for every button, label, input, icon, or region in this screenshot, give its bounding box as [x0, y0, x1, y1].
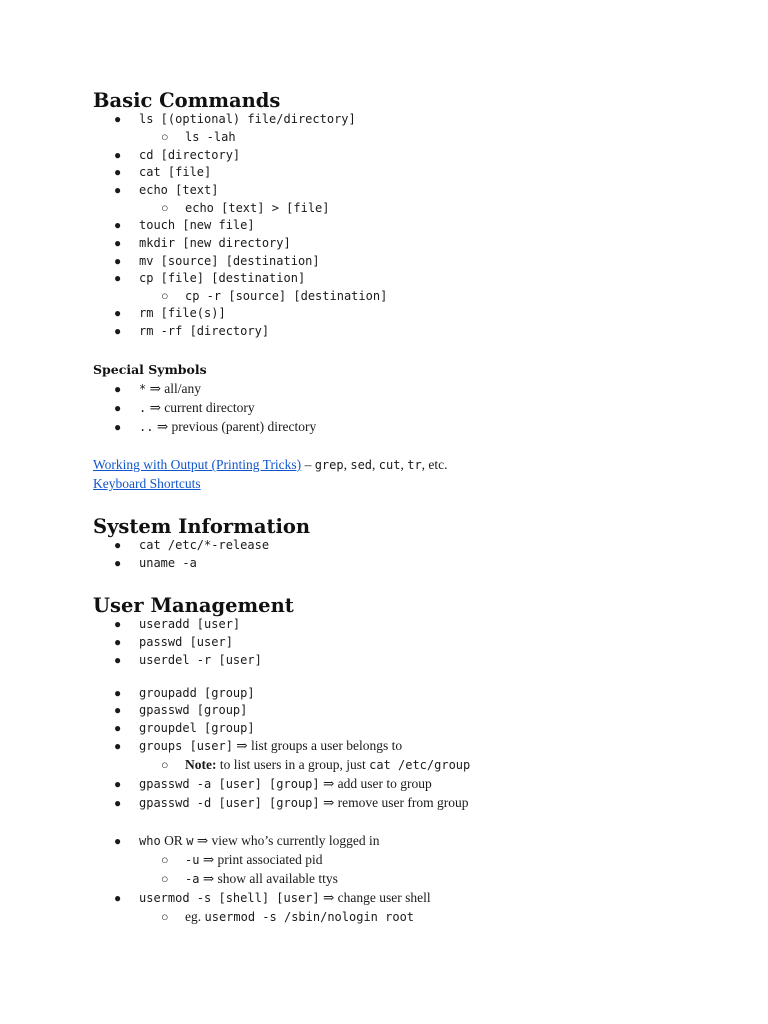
command-text: groupadd [group] [139, 686, 255, 700]
output-link-line [93, 456, 448, 474]
bullet-icon: ● [114, 382, 122, 396]
basic-commands-heading: Basic Commands [93, 89, 281, 112]
command-description: ⇒ view who’s currently logged in [193, 833, 380, 848]
bullet-icon: ● [114, 148, 122, 162]
command-text: echo [text] [139, 183, 219, 197]
hollow-bullet-icon: ○ [161, 872, 169, 886]
command-text: cd [directory] [139, 148, 241, 162]
bullet-icon: ● [114, 635, 122, 649]
bullet-icon: ● [114, 721, 122, 735]
hollow-bullet-icon: ○ [161, 910, 169, 924]
shortcuts-link-line [93, 475, 201, 493]
command-text: mv [source] [destination] [139, 254, 320, 268]
command-text: usermod -s [shell] [user] [139, 891, 320, 905]
bullet-icon: ● [114, 538, 122, 552]
command-text: cp [file] [destination] [139, 271, 306, 285]
bullet-icon: ● [114, 306, 122, 320]
working-with-output-link[interactable]: Working with Output (Printing Tricks) [93, 457, 302, 472]
hollow-bullet-icon: ○ [161, 853, 169, 867]
command-text: ls [(optional) file/directory] [139, 112, 356, 126]
bullet-icon: ● [114, 271, 122, 285]
command-text: gpasswd -d [user] [group] [139, 796, 320, 810]
note-code: cat /etc/group [369, 758, 471, 772]
command-text: who [139, 834, 161, 848]
hollow-bullet-icon: ○ [161, 201, 169, 215]
command-description: ⇒ list groups a user belongs to [232, 738, 403, 753]
command-text: cat [file] [139, 165, 212, 179]
option-description: ⇒ print associated pid [199, 852, 323, 867]
etc-text: , etc. [421, 457, 448, 472]
command-text: gpasswd [group] [139, 703, 248, 717]
separator-text: , [400, 457, 408, 472]
bullet-icon: ● [114, 739, 122, 753]
symbol-description: ⇒ previous (parent) directory [153, 419, 317, 434]
command-text: w [186, 834, 194, 848]
user-management-heading: User Management [93, 594, 294, 617]
symbol-description: ⇒ current directory [146, 400, 255, 415]
bullet-icon: ● [114, 236, 122, 250]
bullet-icon: ● [114, 324, 122, 338]
symbol-description: ⇒ all/any [146, 381, 202, 396]
or-text: OR [160, 833, 187, 848]
system-information-heading: System Information [93, 515, 311, 538]
bullet-icon: ● [114, 891, 122, 905]
command-text: mkdir [new directory] [139, 236, 291, 250]
command-description: ⇒ remove user from group [319, 795, 469, 810]
bullet-icon: ● [114, 165, 122, 179]
bullet-icon: ● [114, 254, 122, 268]
separator-text: , [372, 457, 379, 472]
command-text: ls -lah [185, 130, 236, 144]
option-description: ⇒ show all available ttys [199, 871, 338, 886]
bullet-icon: ● [114, 420, 122, 434]
option-code: -a [185, 872, 200, 886]
command-text: passwd [user] [139, 635, 233, 649]
option-code: -u [185, 853, 200, 867]
bullet-icon: ● [114, 653, 122, 667]
bullet-icon: ● [114, 686, 122, 700]
example-prefix: eg. [185, 909, 205, 924]
bullet-icon: ● [114, 703, 122, 717]
bullet-icon: ● [114, 218, 122, 232]
tool-cut: cut [378, 458, 401, 472]
tool-sed: sed [350, 458, 373, 472]
symbol-code: .. [139, 420, 154, 434]
bullet-icon: ● [114, 777, 122, 791]
hollow-bullet-icon: ○ [161, 758, 169, 772]
command-description: ⇒ add user to group [319, 776, 432, 791]
bullet-icon: ● [114, 556, 122, 570]
dash-text: – [301, 457, 315, 472]
hollow-bullet-icon: ○ [161, 289, 169, 303]
bullet-icon: ● [114, 401, 122, 415]
command-text: groupdel [group] [139, 721, 255, 735]
command-text: rm -rf [directory] [139, 324, 270, 338]
bullet-icon: ● [114, 112, 122, 126]
tool-grep: grep [314, 458, 344, 472]
hollow-bullet-icon: ○ [161, 130, 169, 144]
special-symbols-heading: Special Symbols [93, 362, 207, 377]
command-text: touch [new file] [139, 218, 255, 232]
command-text: gpasswd -a [user] [group] [139, 777, 320, 791]
command-text: userdel -r [user] [139, 653, 262, 667]
command-text: useradd [user] [139, 617, 241, 631]
keyboard-shortcuts-link[interactable]: Keyboard Shortcuts [93, 476, 201, 491]
command-text: uname -a [139, 556, 197, 570]
example-code: usermod -s /sbin/nologin root [204, 910, 415, 924]
bullet-icon: ● [114, 796, 122, 810]
tool-tr: tr [407, 458, 422, 472]
bullet-icon: ● [114, 834, 122, 848]
note-label: Note: [185, 757, 217, 772]
symbol-code: * [139, 382, 147, 396]
command-text: cat /etc/*-release [139, 538, 270, 552]
command-description: ⇒ change user shell [319, 890, 431, 905]
command-text: rm [file(s)] [139, 306, 226, 320]
command-text: cp -r [source] [destination] [185, 289, 388, 303]
note-text: to list users in a group, just [216, 757, 370, 772]
command-text: groups [user] [139, 739, 233, 753]
separator-text: , [343, 457, 351, 472]
bullet-icon: ● [114, 617, 122, 631]
bullet-icon: ● [114, 183, 122, 197]
symbol-code: . [139, 401, 147, 415]
command-text: echo [text] > [file] [185, 201, 330, 215]
